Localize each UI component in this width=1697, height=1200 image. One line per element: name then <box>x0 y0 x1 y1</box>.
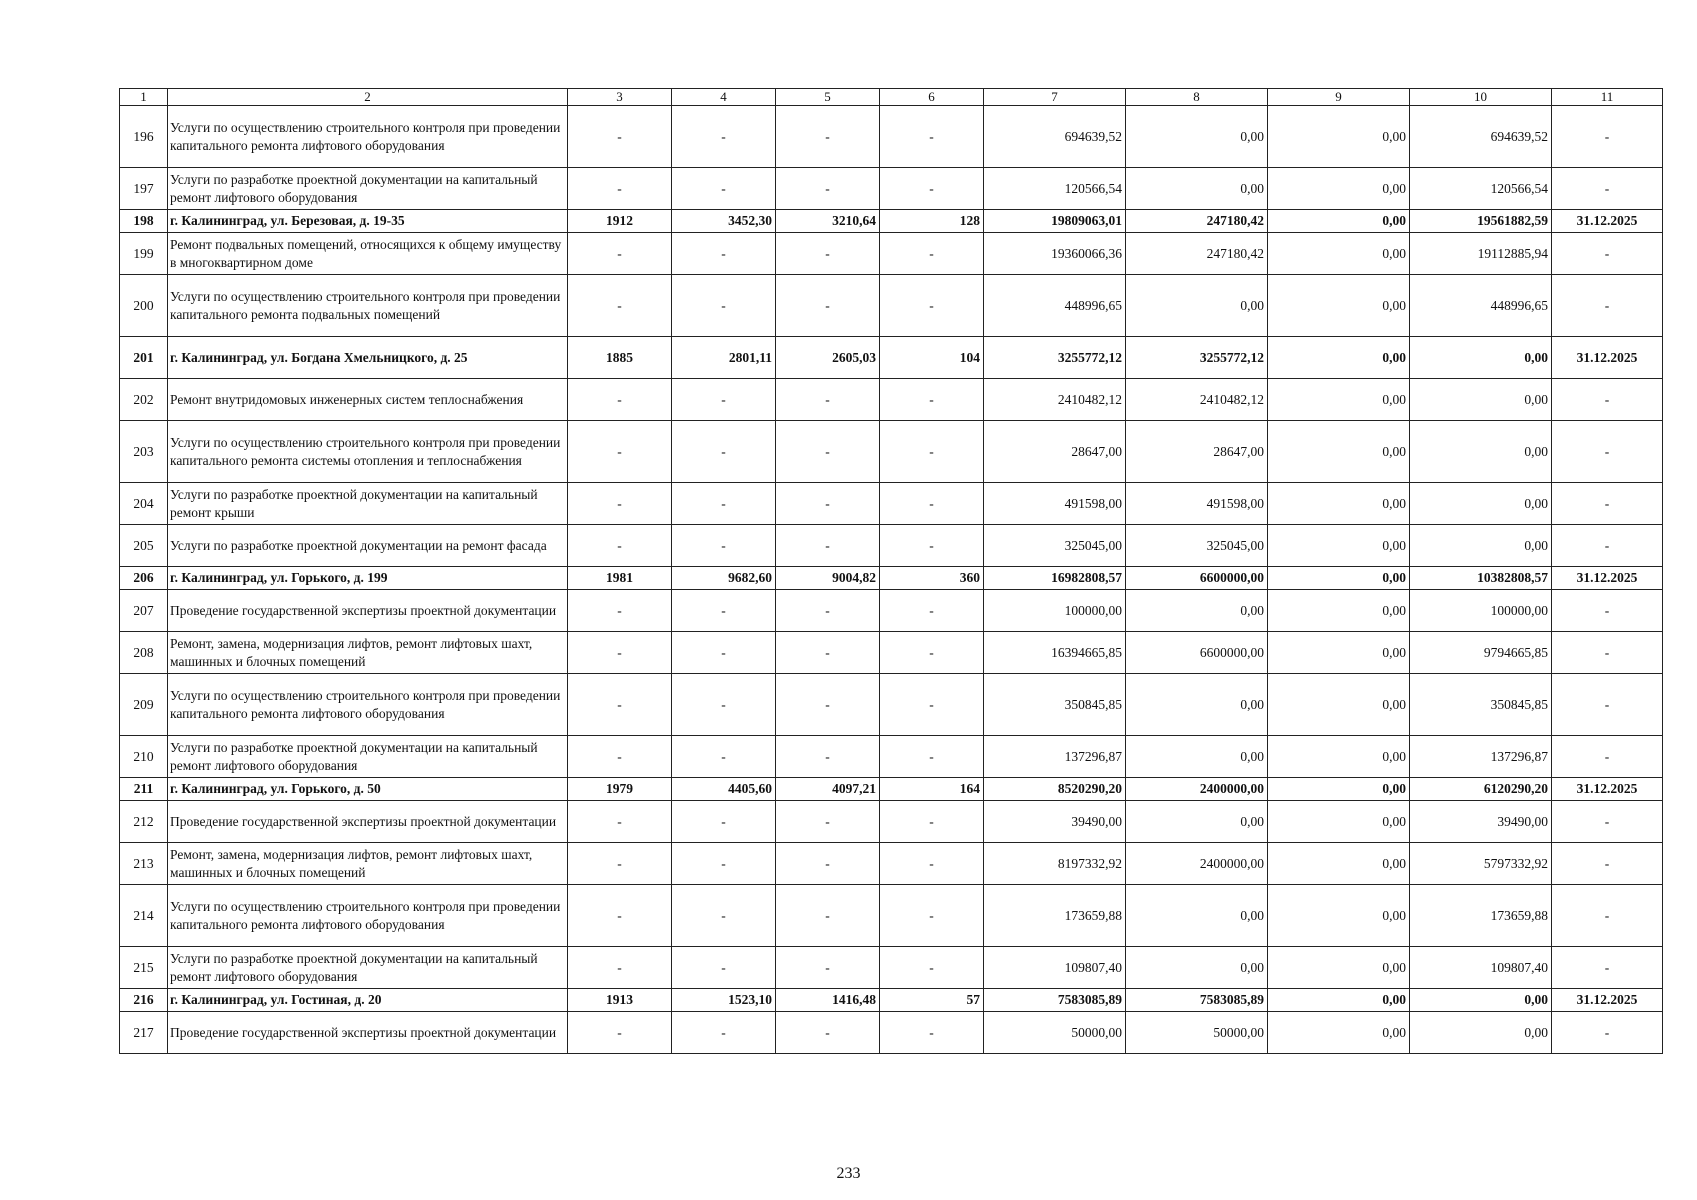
cell-col-7: 8197332,92 <box>984 843 1126 885</box>
cell-col-9: 0,00 <box>1268 567 1410 590</box>
cell-col-9: 0,00 <box>1268 632 1410 674</box>
cell-col-3: 1913 <box>568 989 672 1012</box>
cell-col-10: 0,00 <box>1410 1012 1552 1054</box>
cell-col-9: 0,00 <box>1268 337 1410 379</box>
cell-col-9: 0,00 <box>1268 674 1410 736</box>
work-item-row <box>120 632 1663 674</box>
cell-col-9: 0,00 <box>1268 106 1410 168</box>
item-name: Ремонт, замена, модернизация лифтов, ремонт лифтовых шахт, машинных и блочных помещений <box>168 632 568 674</box>
cell-col-11: 31.12.2025 <box>1552 989 1663 1012</box>
cell-col-11: - <box>1552 168 1663 210</box>
cell-col-5: 2605,03 <box>776 337 880 379</box>
cell-col-3: - <box>568 801 672 843</box>
row-number: 209 <box>120 674 168 736</box>
cell-col-3: - <box>568 483 672 525</box>
cell-col-8: 0,00 <box>1126 736 1268 778</box>
column-header: 5 <box>776 89 880 106</box>
cell-col-6: - <box>880 947 984 989</box>
cell-col-4: - <box>672 736 776 778</box>
cell-col-4: - <box>672 674 776 736</box>
work-item-row <box>120 801 1663 843</box>
row-number: 215 <box>120 947 168 989</box>
cell-col-4: 2801,11 <box>672 337 776 379</box>
cell-col-7: 109807,40 <box>984 947 1126 989</box>
cell-col-10: 19112885,94 <box>1410 233 1552 275</box>
cell-col-8: 0,00 <box>1126 590 1268 632</box>
work-item-row <box>120 275 1663 337</box>
cell-col-11: - <box>1552 1012 1663 1054</box>
cell-col-11: - <box>1552 674 1663 736</box>
cell-col-3: 1979 <box>568 778 672 801</box>
cell-col-11: - <box>1552 801 1663 843</box>
item-name: г. Калининград, ул. Гостиная, д. 20 <box>168 989 568 1012</box>
cell-col-8: 491598,00 <box>1126 483 1268 525</box>
column-header: 8 <box>1126 89 1268 106</box>
cell-col-7: 448996,65 <box>984 275 1126 337</box>
cell-col-9: 0,00 <box>1268 736 1410 778</box>
cell-col-3: - <box>568 379 672 421</box>
cell-col-11: - <box>1552 736 1663 778</box>
cell-col-4: - <box>672 483 776 525</box>
work-item-row <box>120 421 1663 483</box>
cell-col-3: - <box>568 525 672 567</box>
item-name: Услуги по разработке проектной документации на капитальный ремонт лифтового оборудования <box>168 947 568 989</box>
cell-col-5: - <box>776 106 880 168</box>
item-name: Проведение государственной экспертизы проектной документации <box>168 1012 568 1054</box>
item-name: Услуги по разработке проектной документации на ремонт фасада <box>168 525 568 567</box>
cell-col-10: 173659,88 <box>1410 885 1552 947</box>
cell-col-7: 39490,00 <box>984 801 1126 843</box>
item-name: Ремонт внутридомовых инженерных систем теплоснабжения <box>168 379 568 421</box>
work-item-row <box>120 379 1663 421</box>
item-name: Ремонт подвальных помещений, относящихся к общему имуществу в многоквартирном доме <box>168 233 568 275</box>
item-name: Услуги по разработке проектной документации на капитальный ремонт крыши <box>168 483 568 525</box>
work-item-row <box>120 106 1663 168</box>
cell-col-8: 0,00 <box>1126 947 1268 989</box>
cell-col-7: 491598,00 <box>984 483 1126 525</box>
page-number: 233 <box>836 1165 861 1182</box>
row-number: 201 <box>120 337 168 379</box>
cell-col-4: - <box>672 885 776 947</box>
cell-col-4: - <box>672 233 776 275</box>
cell-col-3: - <box>568 421 672 483</box>
cell-col-10: 0,00 <box>1410 379 1552 421</box>
cell-col-7: 3255772,12 <box>984 337 1126 379</box>
cell-col-11: - <box>1552 843 1663 885</box>
cell-col-4: 4405,60 <box>672 778 776 801</box>
work-item-row <box>120 947 1663 989</box>
work-item-row <box>120 168 1663 210</box>
work-item-row <box>120 1012 1663 1054</box>
work-item-row <box>120 590 1663 632</box>
cell-col-8: 6600000,00 <box>1126 567 1268 590</box>
item-name: г. Калининград, ул. Березовая, д. 19-35 <box>168 210 568 233</box>
cell-col-6: - <box>880 525 984 567</box>
row-number: 212 <box>120 801 168 843</box>
cell-col-10: 0,00 <box>1410 337 1552 379</box>
row-number: 207 <box>120 590 168 632</box>
cell-col-8: 0,00 <box>1126 168 1268 210</box>
cell-col-10: 39490,00 <box>1410 801 1552 843</box>
cell-col-11: 31.12.2025 <box>1552 778 1663 801</box>
row-number: 200 <box>120 275 168 337</box>
work-item-row <box>120 483 1663 525</box>
work-item-row <box>120 736 1663 778</box>
row-number: 206 <box>120 567 168 590</box>
cell-col-6: - <box>880 736 984 778</box>
cell-col-10: 0,00 <box>1410 525 1552 567</box>
cell-col-10: 137296,87 <box>1410 736 1552 778</box>
cell-col-7: 325045,00 <box>984 525 1126 567</box>
cell-col-5: - <box>776 885 880 947</box>
item-name: г. Калининград, ул. Горького, д. 199 <box>168 567 568 590</box>
cell-col-5: - <box>776 168 880 210</box>
row-number: 214 <box>120 885 168 947</box>
cell-col-5: - <box>776 736 880 778</box>
row-number: 198 <box>120 210 168 233</box>
column-header: 10 <box>1410 89 1552 106</box>
work-item-row <box>120 233 1663 275</box>
cell-col-4: - <box>672 843 776 885</box>
row-number: 205 <box>120 525 168 567</box>
column-header: 2 <box>168 89 568 106</box>
row-number: 210 <box>120 736 168 778</box>
cell-col-9: 0,00 <box>1268 379 1410 421</box>
cell-col-10: 6120290,20 <box>1410 778 1552 801</box>
row-number: 203 <box>120 421 168 483</box>
cell-col-9: 0,00 <box>1268 1012 1410 1054</box>
cell-col-5: - <box>776 275 880 337</box>
cell-col-8: 28647,00 <box>1126 421 1268 483</box>
cell-col-3: - <box>568 590 672 632</box>
cell-col-7: 16982808,57 <box>984 567 1126 590</box>
column-header: 9 <box>1268 89 1410 106</box>
cell-col-9: 0,00 <box>1268 275 1410 337</box>
cell-col-8: 325045,00 <box>1126 525 1268 567</box>
cell-col-6: - <box>880 843 984 885</box>
cell-col-10: 0,00 <box>1410 483 1552 525</box>
item-name: Услуги по разработке проектной документации на капитальный ремонт лифтового оборудования <box>168 168 568 210</box>
cell-col-6: - <box>880 801 984 843</box>
cell-col-6: - <box>880 106 984 168</box>
row-number: 216 <box>120 989 168 1012</box>
cell-col-9: 0,00 <box>1268 421 1410 483</box>
cell-col-5: 1416,48 <box>776 989 880 1012</box>
cell-col-5: - <box>776 801 880 843</box>
row-number: 196 <box>120 106 168 168</box>
address-row <box>120 567 1663 590</box>
cell-col-9: 0,00 <box>1268 885 1410 947</box>
address-row <box>120 337 1663 379</box>
cell-col-5: - <box>776 590 880 632</box>
cell-col-5: - <box>776 1012 880 1054</box>
row-number: 204 <box>120 483 168 525</box>
cell-col-11: 31.12.2025 <box>1552 210 1663 233</box>
cell-col-10: 10382808,57 <box>1410 567 1552 590</box>
cell-col-3: - <box>568 168 672 210</box>
cell-col-10: 9794665,85 <box>1410 632 1552 674</box>
cell-col-4: - <box>672 106 776 168</box>
work-item-row <box>120 843 1663 885</box>
item-name: Услуги по разработке проектной документации на капитальный ремонт лифтового оборудования <box>168 736 568 778</box>
cell-col-7: 120566,54 <box>984 168 1126 210</box>
cell-col-5: - <box>776 421 880 483</box>
cell-col-6: - <box>880 379 984 421</box>
cell-col-3: - <box>568 275 672 337</box>
cell-col-8: 2410482,12 <box>1126 379 1268 421</box>
cell-col-7: 8520290,20 <box>984 778 1126 801</box>
cell-col-4: - <box>672 275 776 337</box>
cell-col-11: - <box>1552 275 1663 337</box>
item-name: Услуги по осуществлению строительного контроля при проведении капитального ремонта лифтового оборудования <box>168 106 568 168</box>
cell-col-6: 164 <box>880 778 984 801</box>
cell-col-3: - <box>568 885 672 947</box>
cell-col-11: - <box>1552 106 1663 168</box>
cell-col-5: - <box>776 947 880 989</box>
cell-col-10: 5797332,92 <box>1410 843 1552 885</box>
cell-col-4: - <box>672 168 776 210</box>
cell-col-7: 50000,00 <box>984 1012 1126 1054</box>
cell-col-9: 0,00 <box>1268 843 1410 885</box>
column-header: 7 <box>984 89 1126 106</box>
cell-col-6: 104 <box>880 337 984 379</box>
cell-col-9: 0,00 <box>1268 590 1410 632</box>
cell-col-11: - <box>1552 632 1663 674</box>
cell-col-10: 100000,00 <box>1410 590 1552 632</box>
cell-col-11: 31.12.2025 <box>1552 337 1663 379</box>
cell-col-4: - <box>672 632 776 674</box>
address-row <box>120 989 1663 1012</box>
column-header: 1 <box>120 89 168 106</box>
item-name: Услуги по осуществлению строительного контроля при проведении капитального ремонта системы отопления и теплоснабжения <box>168 421 568 483</box>
cell-col-3: - <box>568 736 672 778</box>
cell-col-8: 0,00 <box>1126 885 1268 947</box>
cell-col-7: 19809063,01 <box>984 210 1126 233</box>
cell-col-11: - <box>1552 421 1663 483</box>
cell-col-9: 0,00 <box>1268 483 1410 525</box>
cell-col-9: 0,00 <box>1268 525 1410 567</box>
cell-col-7: 28647,00 <box>984 421 1126 483</box>
cell-col-3: - <box>568 674 672 736</box>
cell-col-8: 6600000,00 <box>1126 632 1268 674</box>
item-name: Услуги по осуществлению строительного контроля при проведении капитального ремонта лифтового оборудования <box>168 885 568 947</box>
cell-col-4: - <box>672 525 776 567</box>
cell-col-4: 3452,30 <box>672 210 776 233</box>
row-number: 208 <box>120 632 168 674</box>
cell-col-11: - <box>1552 525 1663 567</box>
row-number: 213 <box>120 843 168 885</box>
cell-col-5: - <box>776 233 880 275</box>
cell-col-8: 0,00 <box>1126 275 1268 337</box>
column-header: 3 <box>568 89 672 106</box>
cell-col-3: - <box>568 233 672 275</box>
cell-col-9: 0,00 <box>1268 168 1410 210</box>
cell-col-8: 2400000,00 <box>1126 843 1268 885</box>
cell-col-9: 0,00 <box>1268 233 1410 275</box>
column-header: 6 <box>880 89 984 106</box>
cell-col-6: - <box>880 483 984 525</box>
cell-col-7: 173659,88 <box>984 885 1126 947</box>
item-name: г. Калининград, ул. Богдана Хмельницкого, д. 25 <box>168 337 568 379</box>
item-name: г. Калининград, ул. Горького, д. 50 <box>168 778 568 801</box>
cell-col-5: - <box>776 525 880 567</box>
capital-repair-table <box>119 88 1663 1054</box>
cell-col-6: - <box>880 885 984 947</box>
cell-col-4: - <box>672 801 776 843</box>
cell-col-3: 1885 <box>568 337 672 379</box>
cell-col-9: 0,00 <box>1268 801 1410 843</box>
cell-col-7: 16394665,85 <box>984 632 1126 674</box>
cell-col-5: 4097,21 <box>776 778 880 801</box>
cell-col-8: 3255772,12 <box>1126 337 1268 379</box>
work-item-row <box>120 674 1663 736</box>
cell-col-3: 1912 <box>568 210 672 233</box>
cell-col-6: 128 <box>880 210 984 233</box>
cell-col-3: - <box>568 1012 672 1054</box>
cell-col-6: 57 <box>880 989 984 1012</box>
cell-col-10: 109807,40 <box>1410 947 1552 989</box>
cell-col-3: - <box>568 106 672 168</box>
cell-col-10: 0,00 <box>1410 421 1552 483</box>
cell-col-4: - <box>672 421 776 483</box>
cell-col-10: 19561882,59 <box>1410 210 1552 233</box>
cell-col-5: - <box>776 843 880 885</box>
cell-col-9: 0,00 <box>1268 778 1410 801</box>
column-header: 4 <box>672 89 776 106</box>
cell-col-7: 19360066,36 <box>984 233 1126 275</box>
cell-col-4: - <box>672 379 776 421</box>
work-item-row <box>120 525 1663 567</box>
work-item-row <box>120 885 1663 947</box>
row-number: 199 <box>120 233 168 275</box>
cell-col-8: 0,00 <box>1126 106 1268 168</box>
cell-col-7: 137296,87 <box>984 736 1126 778</box>
cell-col-8: 247180,42 <box>1126 233 1268 275</box>
cell-col-7: 350845,85 <box>984 674 1126 736</box>
cell-col-6: - <box>880 168 984 210</box>
cell-col-10: 448996,65 <box>1410 275 1552 337</box>
cell-col-4: 1523,10 <box>672 989 776 1012</box>
cell-col-11: - <box>1552 379 1663 421</box>
item-name: Услуги по осуществлению строительного контроля при проведении капитального ремонта подвальных помещений <box>168 275 568 337</box>
cell-col-5: 9004,82 <box>776 567 880 590</box>
cell-col-6: 360 <box>880 567 984 590</box>
cell-col-5: - <box>776 379 880 421</box>
column-header: 11 <box>1552 89 1663 106</box>
cell-col-5: - <box>776 674 880 736</box>
cell-col-6: - <box>880 674 984 736</box>
cell-col-8: 50000,00 <box>1126 1012 1268 1054</box>
cell-col-11: - <box>1552 233 1663 275</box>
cell-col-11: 31.12.2025 <box>1552 567 1663 590</box>
cell-col-6: - <box>880 421 984 483</box>
cell-col-3: - <box>568 843 672 885</box>
cell-col-5: 3210,64 <box>776 210 880 233</box>
cell-col-9: 0,00 <box>1268 947 1410 989</box>
item-name: Проведение государственной экспертизы проектной документации <box>168 801 568 843</box>
cell-col-9: 0,00 <box>1268 989 1410 1012</box>
row-number: 211 <box>120 778 168 801</box>
item-name: Услуги по осуществлению строительного контроля при проведении капитального ремонта лифтового оборудования <box>168 674 568 736</box>
cell-col-10: 694639,52 <box>1410 106 1552 168</box>
cell-col-3: 1981 <box>568 567 672 590</box>
cell-col-7: 2410482,12 <box>984 379 1126 421</box>
cell-col-8: 247180,42 <box>1126 210 1268 233</box>
cell-col-11: - <box>1552 885 1663 947</box>
cell-col-11: - <box>1552 947 1663 989</box>
cell-col-8: 0,00 <box>1126 801 1268 843</box>
row-number: 217 <box>120 1012 168 1054</box>
cell-col-10: 350845,85 <box>1410 674 1552 736</box>
item-name: Проведение государственной экспертизы проектной документации <box>168 590 568 632</box>
cell-col-8: 7583085,89 <box>1126 989 1268 1012</box>
cell-col-4: 9682,60 <box>672 567 776 590</box>
cell-col-11: - <box>1552 590 1663 632</box>
cell-col-7: 7583085,89 <box>984 989 1126 1012</box>
address-row <box>120 210 1663 233</box>
cell-col-6: - <box>880 590 984 632</box>
cell-col-8: 0,00 <box>1126 674 1268 736</box>
cell-col-8: 2400000,00 <box>1126 778 1268 801</box>
cell-col-6: - <box>880 233 984 275</box>
cell-col-5: - <box>776 483 880 525</box>
cell-col-4: - <box>672 1012 776 1054</box>
cell-col-6: - <box>880 1012 984 1054</box>
cell-col-5: - <box>776 632 880 674</box>
cell-col-4: - <box>672 947 776 989</box>
cell-col-4: - <box>672 590 776 632</box>
cell-col-3: - <box>568 947 672 989</box>
cell-col-7: 100000,00 <box>984 590 1126 632</box>
cell-col-3: - <box>568 632 672 674</box>
cell-col-6: - <box>880 632 984 674</box>
cell-col-10: 120566,54 <box>1410 168 1552 210</box>
cell-col-10: 0,00 <box>1410 989 1552 1012</box>
cell-col-11: - <box>1552 483 1663 525</box>
item-name: Ремонт, замена, модернизация лифтов, ремонт лифтовых шахт, машинных и блочных помещений <box>168 843 568 885</box>
column-number-row <box>120 89 1663 106</box>
cell-col-7: 694639,52 <box>984 106 1126 168</box>
address-row <box>120 778 1663 801</box>
row-number: 202 <box>120 379 168 421</box>
cell-col-6: - <box>880 275 984 337</box>
cell-col-9: 0,00 <box>1268 210 1410 233</box>
row-number: 197 <box>120 168 168 210</box>
